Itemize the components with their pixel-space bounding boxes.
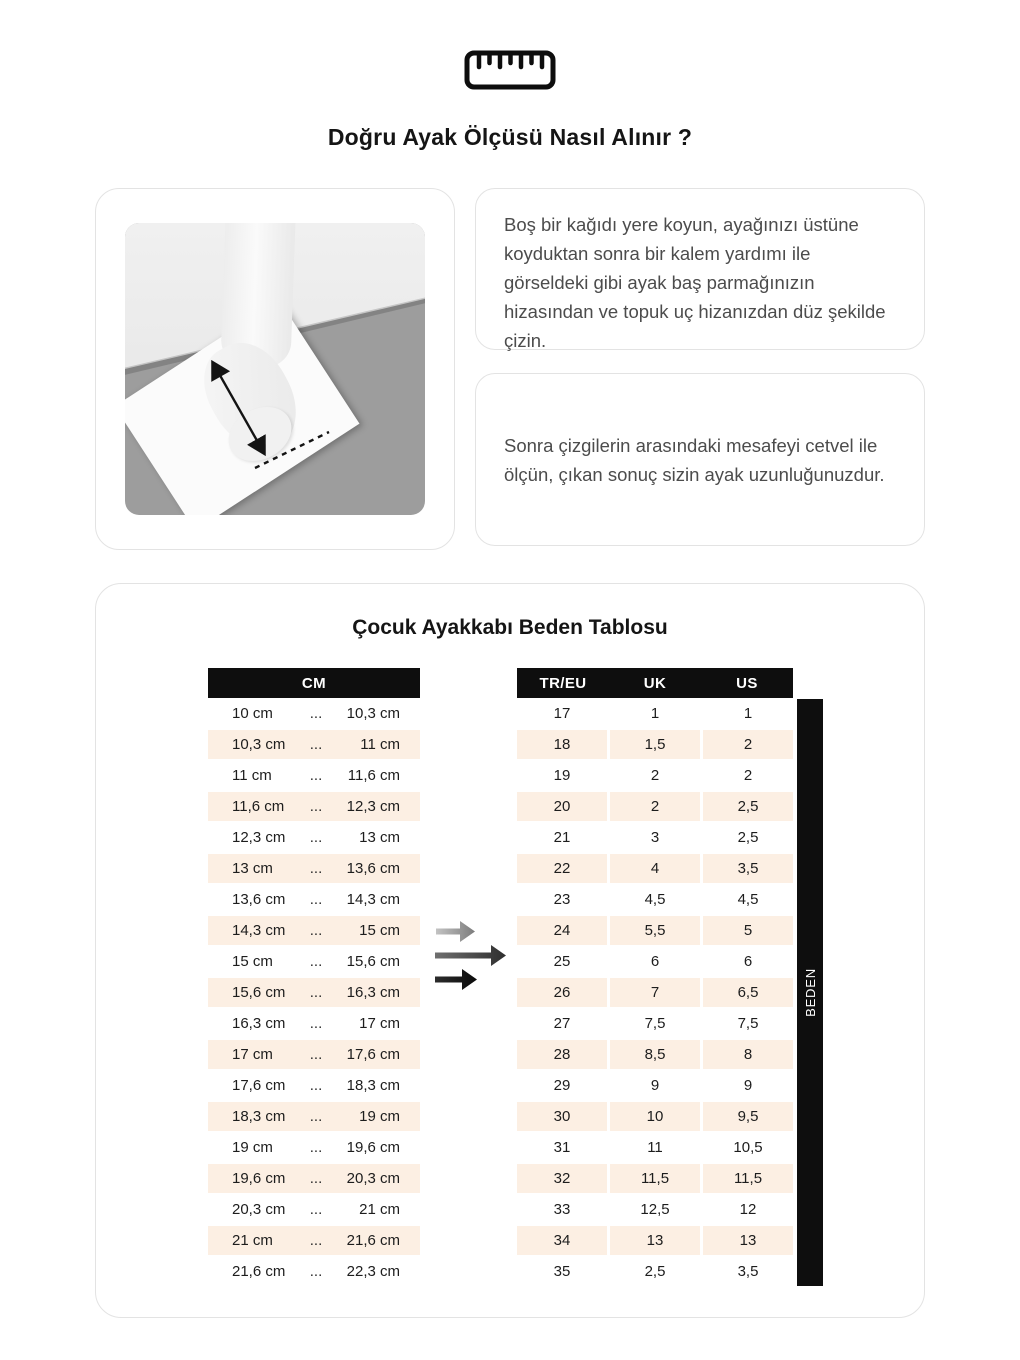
size-table-row bbox=[517, 1133, 793, 1162]
range-separator-dots: ... bbox=[309, 705, 323, 722]
range-separator-dots: ... bbox=[309, 1139, 323, 1156]
range-separator-dots: ... bbox=[309, 1263, 323, 1280]
range-separator-dots: ... bbox=[309, 1046, 323, 1063]
instruction-steps bbox=[475, 188, 925, 550]
size-cell-treu: 18 bbox=[517, 730, 607, 759]
size-cell-uk: 10 bbox=[610, 1102, 700, 1131]
cm-table-row bbox=[208, 699, 420, 728]
size-table-row bbox=[517, 854, 793, 883]
cm-range-from: 15 cm bbox=[232, 953, 273, 970]
size-chart-title: Çocuk Ayakkabı Beden Tablosu bbox=[352, 616, 668, 639]
cm-table-row bbox=[208, 730, 420, 759]
size-cell-treu: 33 bbox=[517, 1195, 607, 1224]
cm-table-row bbox=[208, 947, 420, 976]
page-header bbox=[0, 0, 1020, 151]
transfer-arrows-icon bbox=[432, 914, 522, 1005]
range-separator-dots: ... bbox=[309, 736, 323, 753]
cm-range-to: 21 cm bbox=[359, 1201, 400, 1218]
cm-range-to: 13 cm bbox=[359, 829, 400, 846]
cm-range-from: 20,3 cm bbox=[232, 1201, 286, 1218]
cm-range-to: 19,6 cm bbox=[346, 1139, 400, 1156]
cm-table-body bbox=[208, 699, 420, 1286]
size-cell-us: 7,5 bbox=[703, 1009, 793, 1038]
size-cell-us: 2 bbox=[703, 730, 793, 759]
size-cell-treu: 28 bbox=[517, 1040, 607, 1069]
cm-range-to: 18,3 cm bbox=[346, 1077, 400, 1094]
size-cell-uk: 6 bbox=[610, 947, 700, 976]
cm-table-row bbox=[208, 854, 420, 883]
beden-side-label-text: BEDEN bbox=[802, 968, 818, 1017]
size-table-row bbox=[517, 978, 793, 1007]
cm-range-from: 17 cm bbox=[232, 1046, 273, 1063]
size-cell-us: 8 bbox=[703, 1040, 793, 1069]
size-cell-uk: 11,5 bbox=[610, 1164, 700, 1193]
range-separator-dots: ... bbox=[309, 922, 323, 939]
cm-range-from: 10 cm bbox=[232, 705, 273, 722]
size-cell-us: 2,5 bbox=[703, 823, 793, 852]
size-cell-uk: 3 bbox=[610, 823, 700, 852]
size-cell-uk: 13 bbox=[610, 1226, 700, 1255]
range-separator-dots: ... bbox=[309, 953, 323, 970]
cm-range-to: 12,3 cm bbox=[346, 798, 400, 815]
cm-range-from: 15,6 cm bbox=[232, 984, 286, 1001]
cm-table-row bbox=[208, 792, 420, 821]
cm-table-row bbox=[208, 1226, 420, 1255]
size-table bbox=[517, 668, 793, 1288]
range-separator-dots: ... bbox=[309, 984, 323, 1001]
size-table-row bbox=[517, 699, 793, 728]
size-cell-uk: 8,5 bbox=[610, 1040, 700, 1069]
size-cell-us: 12 bbox=[703, 1195, 793, 1224]
size-cell-us: 11,5 bbox=[703, 1164, 793, 1193]
size-cell-uk: 12,5 bbox=[610, 1195, 700, 1224]
cm-range-from: 16,3 cm bbox=[232, 1015, 286, 1032]
cm-range-to: 17 cm bbox=[359, 1015, 400, 1032]
beden-side-label bbox=[797, 699, 823, 1286]
range-separator-dots: ... bbox=[309, 1077, 323, 1094]
size-cell-treu: 35 bbox=[517, 1257, 607, 1286]
cm-table bbox=[208, 668, 420, 1288]
size-cell-treu: 22 bbox=[517, 854, 607, 883]
cm-range-to: 17,6 cm bbox=[346, 1046, 400, 1063]
cm-range-to: 15 cm bbox=[359, 922, 400, 939]
cm-table-row bbox=[208, 1164, 420, 1193]
cm-table-header: CM bbox=[208, 668, 420, 698]
measure-arrow-icon bbox=[125, 223, 425, 515]
size-cell-treu: 29 bbox=[517, 1071, 607, 1100]
range-separator-dots: ... bbox=[309, 829, 323, 846]
size-chart-card bbox=[95, 583, 925, 1318]
size-cell-treu: 17 bbox=[517, 699, 607, 728]
range-separator-dots: ... bbox=[309, 798, 323, 815]
size-cell-treu: 24 bbox=[517, 916, 607, 945]
cm-range-from: 21 cm bbox=[232, 1232, 273, 1249]
cm-range-to: 13,6 cm bbox=[346, 860, 400, 877]
cm-range-from: 14,3 cm bbox=[232, 922, 286, 939]
size-cell-us: 2,5 bbox=[703, 792, 793, 821]
size-table-header bbox=[517, 668, 793, 698]
size-cell-us: 9,5 bbox=[703, 1102, 793, 1131]
range-separator-dots: ... bbox=[309, 860, 323, 877]
size-cell-uk: 2 bbox=[610, 761, 700, 790]
range-separator-dots: ... bbox=[309, 1170, 323, 1187]
size-cell-uk: 5,5 bbox=[610, 916, 700, 945]
size-cell-treu: 31 bbox=[517, 1133, 607, 1162]
cm-range-from: 13 cm bbox=[232, 860, 273, 877]
size-cell-us: 6,5 bbox=[703, 978, 793, 1007]
ruler-icon bbox=[0, 50, 1020, 90]
cm-range-to: 20,3 cm bbox=[346, 1170, 400, 1187]
foot-measurement-photo bbox=[125, 223, 425, 515]
cm-range-to: 14,3 cm bbox=[346, 891, 400, 908]
size-cell-treu: 20 bbox=[517, 792, 607, 821]
size-table-row bbox=[517, 1226, 793, 1255]
size-table-row bbox=[517, 916, 793, 945]
size-table-row bbox=[517, 792, 793, 821]
range-separator-dots: ... bbox=[309, 891, 323, 908]
cm-range-from: 21,6 cm bbox=[232, 1263, 286, 1280]
size-cell-treu: 26 bbox=[517, 978, 607, 1007]
size-cell-us: 9 bbox=[703, 1071, 793, 1100]
instruction-step-2-text: Sonra çizgilerin arasındaki mesafeyi cetvel ile ölçün, çıkan sonuç sizin ayak uzunluğunuzdur. bbox=[504, 434, 885, 485]
range-separator-dots: ... bbox=[309, 1232, 323, 1249]
cm-range-to: 21,6 cm bbox=[346, 1232, 400, 1249]
cm-table-row bbox=[208, 916, 420, 945]
size-cell-uk: 2 bbox=[610, 792, 700, 821]
size-cell-treu: 21 bbox=[517, 823, 607, 852]
instruction-step-1 bbox=[475, 188, 925, 350]
size-cell-uk: 1,5 bbox=[610, 730, 700, 759]
size-cell-treu: 25 bbox=[517, 947, 607, 976]
size-table-header-uk: UK bbox=[643, 674, 667, 692]
cm-range-to: 22,3 cm bbox=[346, 1263, 400, 1280]
size-cell-us: 3,5 bbox=[703, 854, 793, 883]
size-table-row bbox=[517, 1102, 793, 1131]
size-cell-uk: 7,5 bbox=[610, 1009, 700, 1038]
size-table-row bbox=[517, 1009, 793, 1038]
cm-range-from: 17,6 cm bbox=[232, 1077, 286, 1094]
size-table-header-us: US bbox=[736, 674, 758, 692]
size-table-row bbox=[517, 1195, 793, 1224]
instruction-step-2 bbox=[475, 373, 925, 546]
cm-table-row bbox=[208, 761, 420, 790]
range-separator-dots: ... bbox=[309, 1108, 323, 1125]
range-separator-dots: ... bbox=[309, 767, 323, 784]
cm-range-to: 19 cm bbox=[359, 1108, 400, 1125]
size-cell-treu: 23 bbox=[517, 885, 607, 914]
cm-range-to: 11,6 cm bbox=[347, 767, 400, 784]
size-cell-us: 4,5 bbox=[703, 885, 793, 914]
cm-table-row bbox=[208, 1257, 420, 1286]
size-cell-us: 13 bbox=[703, 1226, 793, 1255]
size-cell-treu: 27 bbox=[517, 1009, 607, 1038]
size-cell-uk: 7 bbox=[610, 978, 700, 1007]
size-cell-uk: 2,5 bbox=[610, 1257, 700, 1286]
cm-range-to: 11 cm bbox=[360, 736, 400, 753]
size-cell-us: 10,5 bbox=[703, 1133, 793, 1162]
size-table-header-treu: TR/EU bbox=[539, 674, 587, 692]
cm-table-row bbox=[208, 1071, 420, 1100]
size-cell-us: 3,5 bbox=[703, 1257, 793, 1286]
cm-range-to: 15,6 cm bbox=[346, 953, 400, 970]
size-table-row bbox=[517, 730, 793, 759]
size-cell-treu: 30 bbox=[517, 1102, 607, 1131]
size-cell-uk: 11 bbox=[610, 1133, 700, 1162]
howto-section bbox=[95, 188, 925, 550]
size-table-row bbox=[517, 1071, 793, 1100]
size-table-row bbox=[517, 761, 793, 790]
size-table-body bbox=[517, 699, 793, 1286]
size-cell-us: 1 bbox=[703, 699, 793, 728]
size-table-row bbox=[517, 823, 793, 852]
size-cell-treu: 32 bbox=[517, 1164, 607, 1193]
size-cell-uk: 9 bbox=[610, 1071, 700, 1100]
cm-range-from: 11 cm bbox=[232, 767, 272, 784]
size-cell-us: 5 bbox=[703, 916, 793, 945]
cm-range-from: 11,6 cm bbox=[232, 798, 285, 815]
size-cell-uk: 1 bbox=[610, 699, 700, 728]
instruction-step-1-text: Boş bir kağıdı yere koyun, ayağınızı üstüne koyduktan sonra bir kalem yardımı ile görseldeki gibi ayak baş parmağınızın hizasından ve topuk uç hizanızdan düz şekilde çizin. bbox=[504, 214, 886, 351]
cm-range-from: 13,6 cm bbox=[232, 891, 286, 908]
cm-table-row bbox=[208, 978, 420, 1007]
size-cell-uk: 4 bbox=[610, 854, 700, 883]
cm-table-row bbox=[208, 1009, 420, 1038]
size-cell-us: 2 bbox=[703, 761, 793, 790]
cm-range-to: 10,3 cm bbox=[346, 705, 400, 722]
cm-range-to: 16,3 cm bbox=[346, 984, 400, 1001]
size-cell-us: 6 bbox=[703, 947, 793, 976]
cm-range-from: 18,3 cm bbox=[232, 1108, 286, 1125]
cm-table-row bbox=[208, 885, 420, 914]
photo-card bbox=[95, 188, 455, 550]
cm-table-row bbox=[208, 1133, 420, 1162]
page-title: Doğru Ayak Ölçüsü Nasıl Alınır ? bbox=[327, 124, 693, 150]
size-table-row bbox=[517, 1164, 793, 1193]
size-cell-uk: 4,5 bbox=[610, 885, 700, 914]
cm-range-from: 10,3 cm bbox=[232, 736, 286, 753]
cm-table-row bbox=[208, 1102, 420, 1131]
cm-table-row bbox=[208, 1195, 420, 1224]
range-separator-dots: ... bbox=[309, 1201, 323, 1218]
cm-range-from: 19 cm bbox=[232, 1139, 273, 1156]
size-cell-treu: 19 bbox=[517, 761, 607, 790]
range-separator-dots: ... bbox=[309, 1015, 323, 1032]
size-table-row bbox=[517, 947, 793, 976]
cm-table-row bbox=[208, 1040, 420, 1069]
size-table-row bbox=[517, 1257, 793, 1286]
cm-range-from: 12,3 cm bbox=[232, 829, 286, 846]
cm-range-from: 19,6 cm bbox=[232, 1170, 286, 1187]
size-cell-treu: 34 bbox=[517, 1226, 607, 1255]
size-table-row bbox=[517, 885, 793, 914]
size-table-row bbox=[517, 1040, 793, 1069]
cm-table-row bbox=[208, 823, 420, 852]
